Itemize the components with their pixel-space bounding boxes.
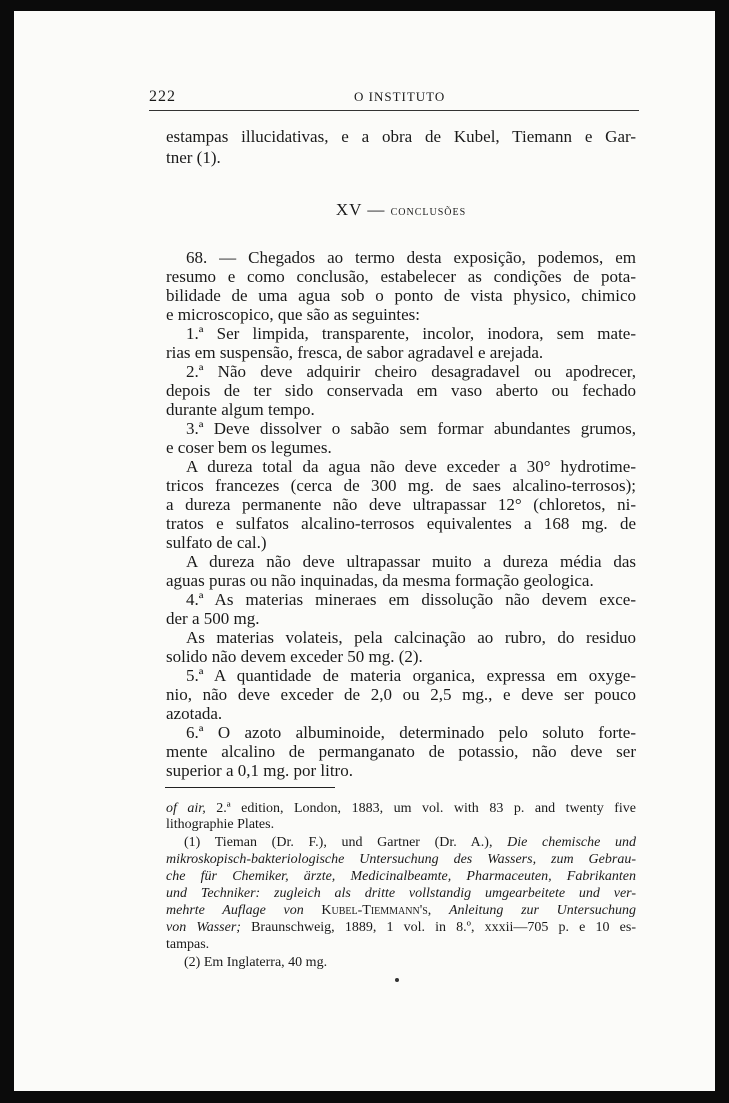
footnote-line <box>166 834 636 851</box>
text-line: tricos francezes (cerca de 300 mg. de saes alcalino-terrosos); <box>166 476 636 495</box>
text-line: azotada. <box>166 704 223 723</box>
footnote-italic: mehrte Auflage von <box>166 903 322 918</box>
section-title: conclusões <box>390 204 467 219</box>
text-line: A dureza não deve ultrapassar muito a dureza média das <box>186 552 636 571</box>
footnote-italic: Die chemische und <box>507 835 636 850</box>
page-header <box>149 78 639 106</box>
running-title: O INSTITUTO <box>354 89 446 104</box>
text-line: bilidade de uma agua sob o ponto de vista physico, chimico <box>166 286 636 305</box>
footnote-text: Braunschweig, 1889, 1 vol. in 8.º, xxxii—705 p. e 10 es- <box>240 920 636 935</box>
footnote-italic: von Wasser; <box>166 920 241 935</box>
text-line: sulfato de cal.) <box>166 533 267 552</box>
footnote-italic: mikroskopisch-bakteriologische Untersuchung des Wassers, zum Gebrau- <box>166 852 636 867</box>
text-line: durante algum tempo. <box>166 400 315 419</box>
text-line: 4.ª As materias mineraes em dissolução não devem exce- <box>186 590 636 609</box>
footnote-line <box>166 851 636 868</box>
text-line: der a 500 mg. <box>166 609 260 628</box>
text-line: a dureza permanente não deve ultrapassar 12° (chloretos, ni- <box>166 495 636 514</box>
header-rule <box>149 110 639 111</box>
footnote-italic: Anleitung zur Untersuchung <box>448 903 636 918</box>
text-line: 1.ª Ser limpida, transparente, incolor, inodora, sem mate- <box>186 324 636 343</box>
text-line: 68. — Chegados ao termo desta exposição, podemos, em <box>186 248 636 267</box>
intro-line: tner (1). <box>166 148 221 167</box>
text-line: 6.ª O azoto albuminoide, determinado pelo soluto forte- <box>186 723 636 742</box>
text-line: e coser bem os legumes. <box>166 438 332 457</box>
footnote-line <box>166 800 636 817</box>
footnote-text: Kubel-Tiemmann's, <box>321 903 449 918</box>
section-heading <box>166 200 636 220</box>
footnote-text: (1) Tieman (Dr. F.), und Gartner (Dr. A.), <box>184 835 508 850</box>
text-line: depois de ter sido conservada em vaso aberto ou fechado <box>166 381 636 400</box>
section-dash: — <box>362 200 391 219</box>
footnote-line <box>166 919 636 936</box>
footnote-rule <box>165 787 335 788</box>
footnote-line: (2) Em Inglaterra, 40 mg. <box>184 955 328 970</box>
ink-speck <box>395 978 399 982</box>
footnote-italic: und Techniker: zugleich als dritte vollstandig umgearbeitete und ver- <box>166 886 636 901</box>
text-line: mente alcalino de permanganato de potassio, não deve ser <box>166 742 636 761</box>
text-line: resumo e como conclusão, estabelecer as condições de pota- <box>166 267 636 286</box>
text-line: nio, não deve exceder de 2,0 ou 2,5 mg., e deve ser pouco <box>166 685 636 704</box>
text-line: e microscopico, que são as seguintes: <box>166 305 420 324</box>
footnote-line: lithographie Plates. <box>166 817 275 832</box>
text-line: As materias volateis, pela calcinação ao rubro, do residuo <box>186 628 636 647</box>
text-line: 2.ª Não deve adquirir cheiro desagradavel ou apodrecer, <box>186 362 636 381</box>
footnote-italic: che für Chemiker, ärzte, Medicinalbeamte, Pharmaceuten, Fabrikanten <box>166 869 636 884</box>
text-line: solido não devem exceder 50 mg. (2). <box>166 647 423 666</box>
text-line: superior a 0,1 mg. por litro. <box>166 761 353 780</box>
text-line: 5.ª A quantidade de materia organica, expressa em oxyge- <box>186 666 636 685</box>
footnote-line <box>166 885 636 902</box>
footnote-line <box>166 868 636 885</box>
text-line: tratos e sulfatos alcalino-terrosos equivalentes a 168 mg. de <box>166 514 636 533</box>
text-line: aguas puras ou não inquinadas, da mesma formação geologica. <box>166 571 594 590</box>
footnote-italic: of air, <box>166 801 206 816</box>
text-line: rias em suspensão, fresca, de sabor agradavel e arejada. <box>166 343 544 362</box>
section-numeral: XV <box>335 200 363 219</box>
page-number: 222 <box>149 88 176 105</box>
text-line: A dureza total da agua não deve exceder a 30° hydrotime- <box>186 457 636 476</box>
text-line: 3.ª Deve dissolver o sabão sem formar abundantes grumos, <box>186 419 636 438</box>
footnote-line: tampas. <box>166 937 210 952</box>
footnote-line <box>166 902 636 919</box>
footnote-text: 2.ª edition, London, 1883, um vol. with 83 p. and twenty five <box>205 801 636 816</box>
intro-line: estampas illucidativas, e a obra de Kubel, Tiemann e Gar- <box>166 127 636 146</box>
